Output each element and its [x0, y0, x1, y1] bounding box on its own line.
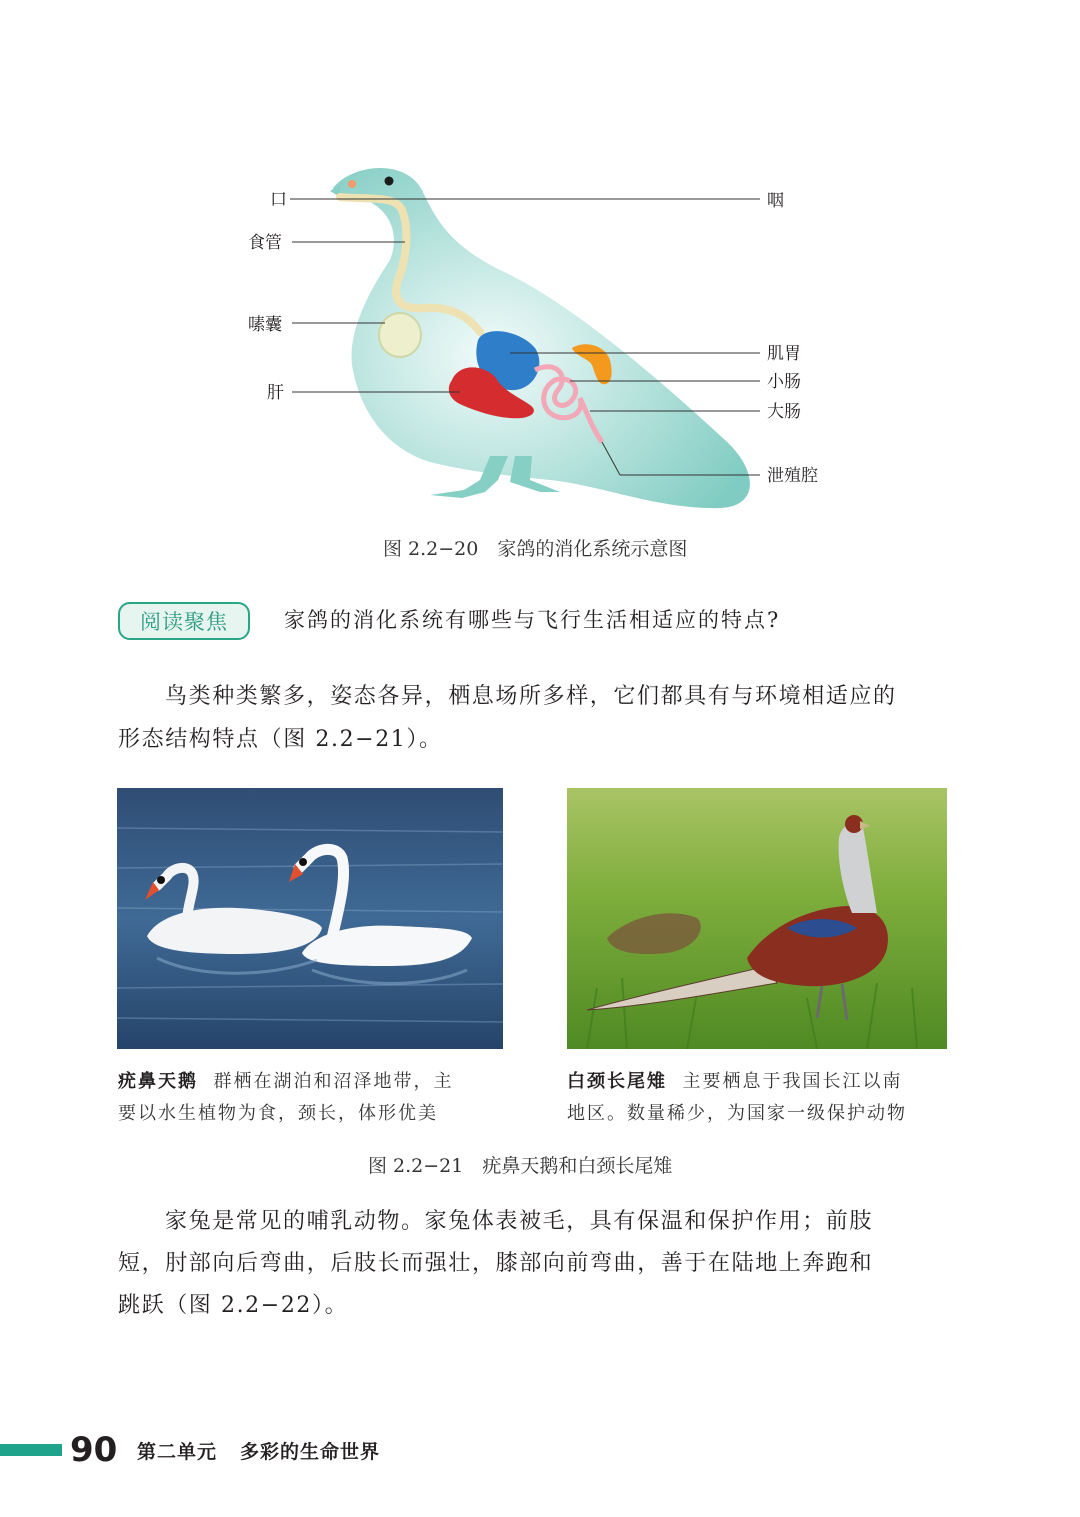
- paragraph-2-line-2: 短，肘部向后弯曲，后肢长而强壮，膝部向前弯曲，善于在陆地上奔跑和: [118, 1251, 874, 1276]
- pheasant-name: 白颈长尾雉: [567, 1071, 667, 1092]
- figure-caption-1: 图 2.2−20 家鸽的消化系统示意图: [383, 538, 688, 560]
- label-large-intestine: 大肠: [767, 402, 801, 422]
- label-gizzard: 肌胃: [767, 344, 801, 364]
- nostril-spot: [348, 180, 356, 188]
- pheasant-photo: [567, 788, 947, 1049]
- label-mouth: 口: [270, 190, 287, 210]
- swan-photo: [117, 788, 503, 1049]
- pigeon-eye: [385, 177, 394, 186]
- pigeon-digestive-diagram: [240, 150, 840, 520]
- swan-caption-line-1: [118, 1066, 453, 1098]
- label-crop: 嗉囊: [248, 315, 282, 335]
- label-esophagus: 食管: [248, 233, 282, 253]
- label-small-intestine: 小肠: [767, 372, 801, 392]
- pheasant-desc-1: 主要栖息于我国长江以南: [682, 1071, 903, 1092]
- paragraph-1-line-1: 鸟类种类繁多，姿态各异，栖息场所多样，它们都具有与环境相适应的: [165, 684, 897, 709]
- pheasant-caption-line-2: 地区。数量稀少，为国家一级保护动物: [567, 1103, 907, 1124]
- pheasant-caption-line-1: [567, 1066, 902, 1098]
- paragraph-1-line-2: 形态结构特点（图 2.2−21）。: [118, 727, 443, 752]
- pigeon-diagram-svg: [240, 150, 840, 520]
- label-cloaca: 泄殖腔: [767, 466, 818, 486]
- footer-accent-bar: [0, 1444, 62, 1456]
- crop-shape: [379, 313, 421, 357]
- footer-unit: 第二单元: [137, 1441, 218, 1463]
- reading-focus-badge: 阅读聚焦: [118, 602, 250, 640]
- figure-caption-2: 图 2.2−21 疣鼻天鹅和白颈长尾雉: [368, 1155, 673, 1177]
- swan-desc-1: 群栖在湖泊和沼泽地带，主: [213, 1071, 454, 1092]
- swan-name: 疣鼻天鹅: [118, 1071, 198, 1092]
- swan-caption-line-2: 要以水生植物为食，颈长，体形优美: [118, 1103, 438, 1124]
- footer-title: 多彩的生命世界: [240, 1441, 381, 1463]
- label-liver: 肝: [267, 383, 284, 403]
- page-number: 90: [70, 1430, 118, 1470]
- paragraph-2-line-1: 家兔是常见的哺乳动物。家兔体表被毛，具有保温和保护作用；前肢: [165, 1209, 874, 1234]
- reading-focus-question: 家鸽的消化系统有哪些与飞行生活相适应的特点?: [284, 608, 781, 632]
- paragraph-2-line-3: 跳跃（图 2.2−22）。: [118, 1293, 349, 1318]
- label-pharynx: 咽: [767, 191, 784, 211]
